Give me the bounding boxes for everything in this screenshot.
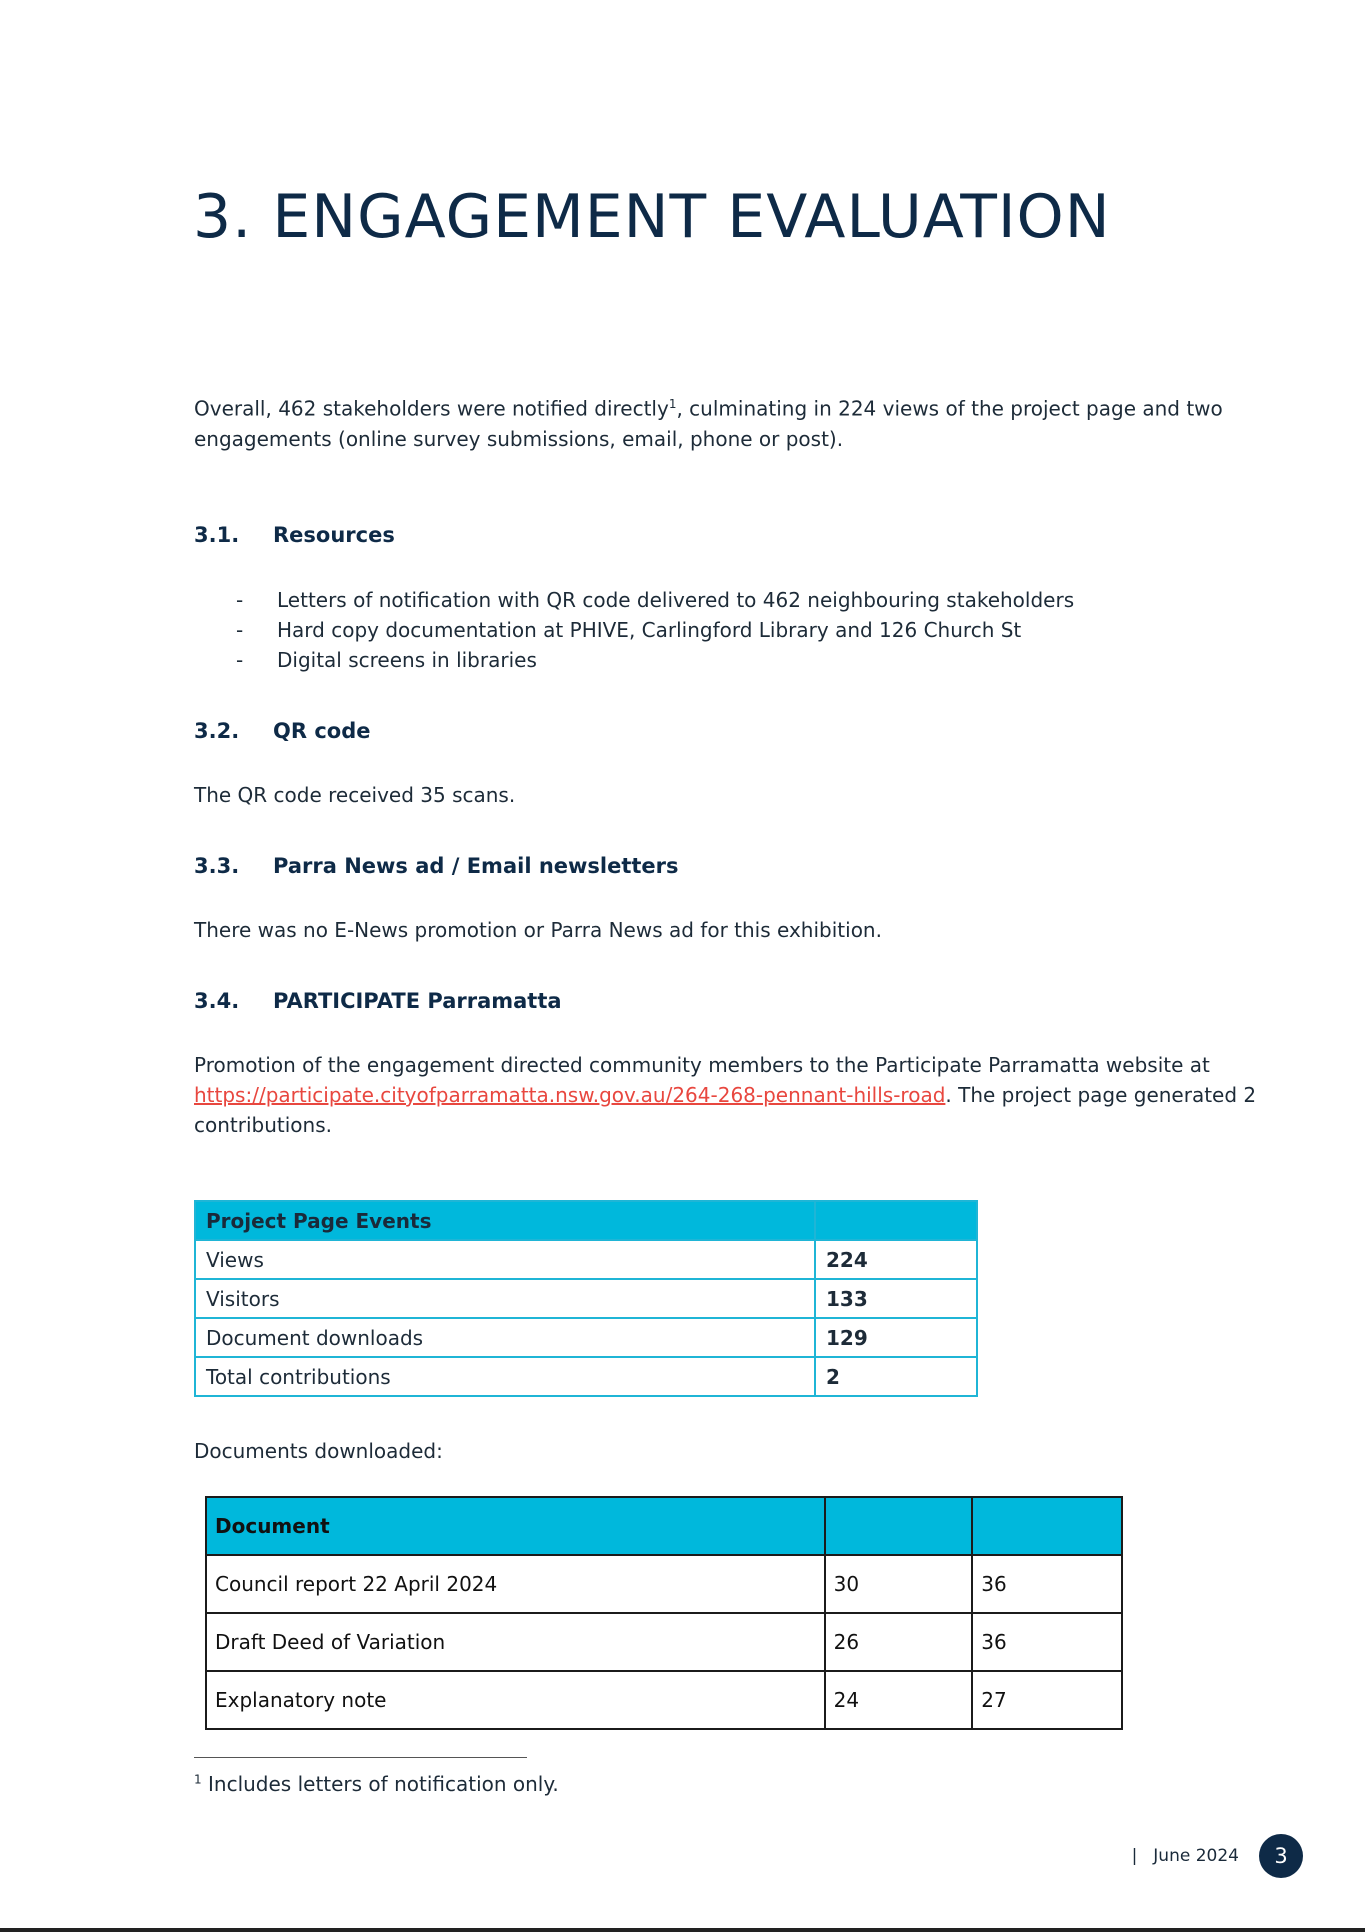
page-title: 3. ENGAGEMENT EVALUATION <box>193 182 1111 252</box>
participate-paragraph <box>194 1050 1294 1140</box>
section-title: Resources <box>273 523 395 547</box>
table-header-cell <box>972 1497 1122 1555</box>
intro-text-1: Overall, 462 stakeholders were notified directly <box>194 396 669 421</box>
table-row <box>206 1613 1122 1671</box>
table-cell-value: 2 <box>815 1357 977 1396</box>
documents-table <box>205 1496 1123 1730</box>
section-number: 3.4. <box>194 989 240 1013</box>
section-title: PARTICIPATE Parramatta <box>273 989 562 1013</box>
section-heading-news <box>194 854 679 878</box>
section-title: Parra News ad / Email newsletters <box>273 854 679 878</box>
table-header-cell <box>825 1497 973 1555</box>
table-cell: 27 <box>972 1671 1122 1729</box>
table-cell: 24 <box>825 1671 973 1729</box>
downloads-label: Documents downloaded: <box>194 1439 443 1463</box>
table-header-cell <box>815 1201 977 1240</box>
table-row <box>195 1240 977 1279</box>
footnote-divider <box>194 1757 527 1758</box>
table-header-cell: Project Page Events <box>195 1201 815 1240</box>
footnote-text: Includes letters of notification only. <box>201 1772 559 1796</box>
table-cell-label: Visitors <box>195 1279 815 1318</box>
footer-separator: | <box>1131 1846 1138 1866</box>
table-header-row <box>206 1497 1122 1555</box>
table-row <box>206 1555 1122 1613</box>
table-cell-value: 224 <box>815 1240 977 1279</box>
table-cell: Explanatory note <box>206 1671 825 1729</box>
participate-link[interactable]: https://participate.cityofparramatta.nsw.gov.au/264-268-pennant-hills-road <box>194 1083 946 1107</box>
section-heading-qr <box>194 719 370 743</box>
intro-text-2: , culminating in 224 views of the project page and two engagements (online survey submissions, email, phone or post). <box>194 396 1223 451</box>
table-cell: Council report 22 April 2024 <box>206 1555 825 1613</box>
table-cell: 30 <box>825 1555 973 1613</box>
section-number: 3.1. <box>194 523 240 547</box>
bullet-dash: - <box>236 618 244 642</box>
table-cell: 36 <box>972 1613 1122 1671</box>
table-cell: 26 <box>825 1613 973 1671</box>
bullet-dash: - <box>236 648 244 672</box>
table-cell: Draft Deed of Variation <box>206 1613 825 1671</box>
bottom-border <box>0 1928 1365 1932</box>
table-header-row <box>195 1201 977 1240</box>
bullet-dash: - <box>236 588 244 612</box>
news-paragraph: There was no E-News promotion or Parra News ad for this exhibition. <box>194 918 882 942</box>
section-number: 3.3. <box>194 854 240 878</box>
list-item <box>236 645 1074 675</box>
table-cell: 36 <box>972 1555 1122 1613</box>
table-header-cell: Document <box>206 1497 825 1555</box>
list-item <box>236 585 1074 615</box>
page-number-badge: 3 <box>1259 1834 1303 1878</box>
table-row <box>195 1357 977 1396</box>
section-number: 3.2. <box>194 719 240 743</box>
table-row <box>195 1318 977 1357</box>
list-item-text: Letters of notification with QR code delivered to 462 neighbouring stakeholders <box>277 588 1075 612</box>
participate-text-1: Promotion of the engagement directed community members to the Participate Parramatta website at <box>194 1053 1210 1077</box>
table-cell-value: 133 <box>815 1279 977 1318</box>
section-heading-resources <box>194 523 395 547</box>
section-heading-participate <box>194 989 562 1013</box>
table-cell-label: Total contributions <box>195 1357 815 1396</box>
table-row <box>195 1279 977 1318</box>
list-item <box>236 615 1074 645</box>
section-title: QR code <box>273 719 371 743</box>
qr-paragraph: The QR code received 35 scans. <box>194 783 516 807</box>
list-item-text: Hard copy documentation at PHIVE, Carlingford Library and 126 Church St <box>277 618 1022 642</box>
resources-list <box>236 585 1074 675</box>
table-cell-label: Views <box>195 1240 815 1279</box>
table-row <box>206 1671 1122 1729</box>
participate-text-2: . The project page generated 2 contributions. <box>194 1083 1257 1137</box>
footnote-number: 1 <box>194 1772 202 1787</box>
intro-paragraph <box>194 389 1294 454</box>
table-cell-label: Document downloads <box>195 1318 815 1357</box>
project-events-table <box>194 1200 978 1397</box>
page-footer <box>1132 1834 1303 1878</box>
list-item-text: Digital screens in libraries <box>277 648 537 672</box>
footnote <box>194 1772 559 1796</box>
footer-date: June 2024 <box>1153 1846 1239 1866</box>
footnote-ref[interactable]: 1 <box>668 397 677 411</box>
table-cell-value: 129 <box>815 1318 977 1357</box>
